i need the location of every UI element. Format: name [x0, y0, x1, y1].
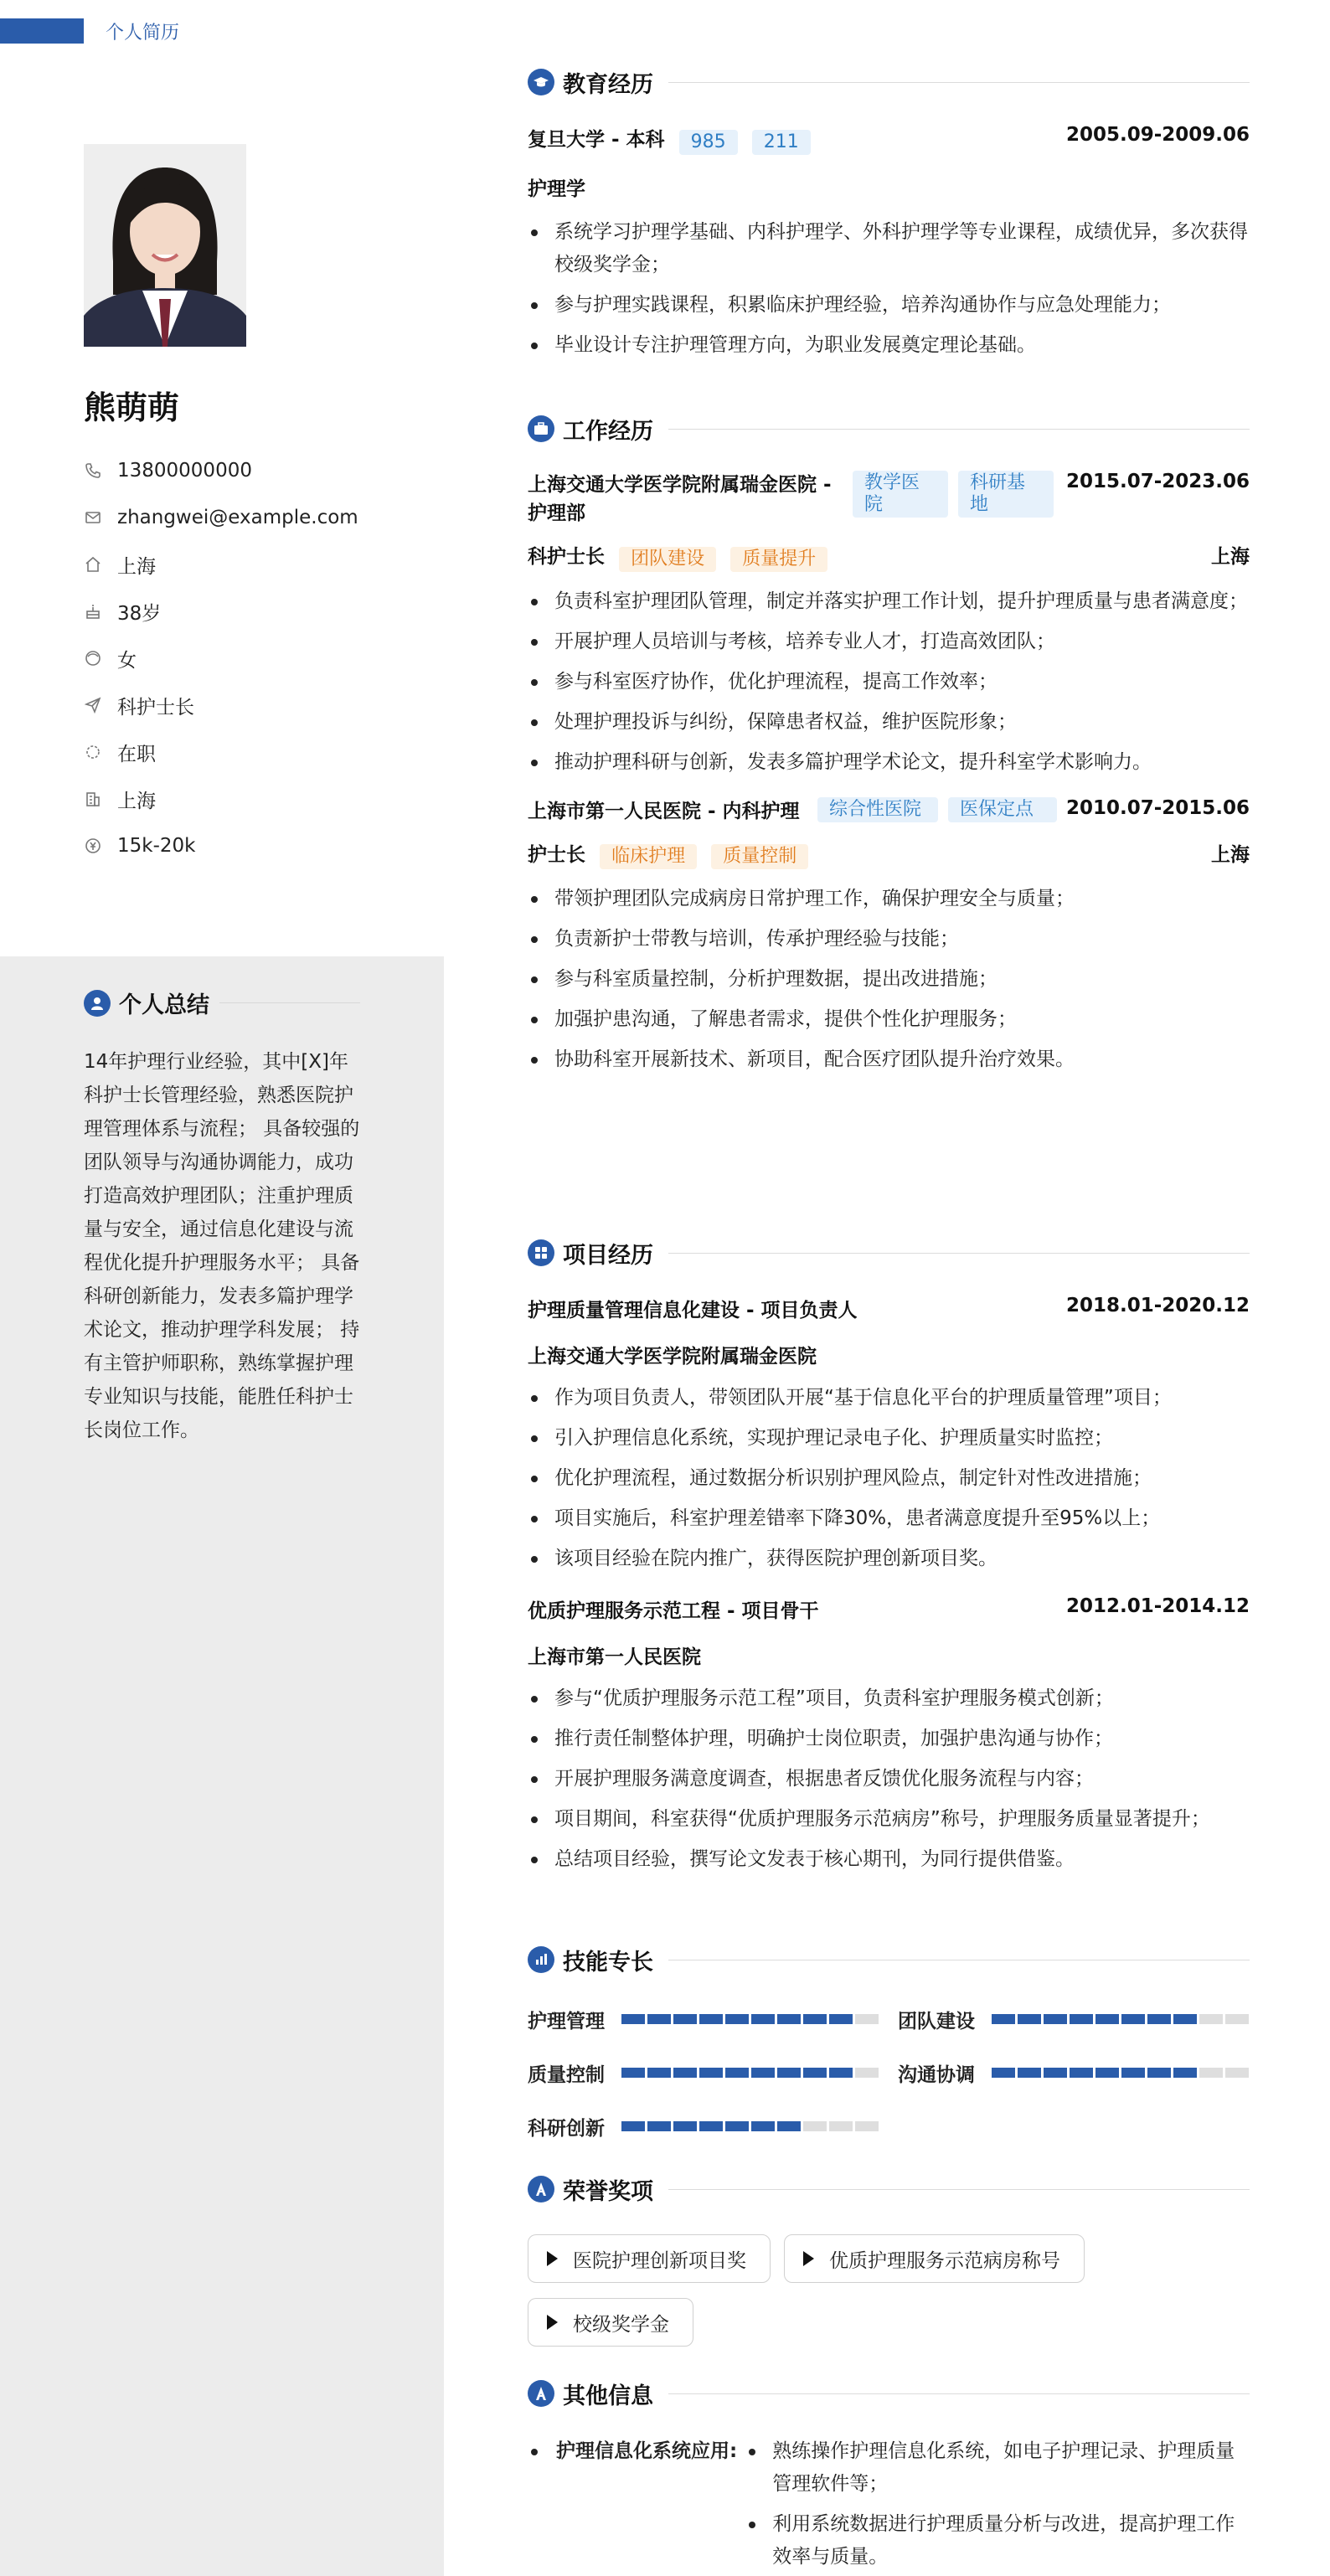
skill-segment: [1225, 2068, 1249, 2078]
skill-segment: [751, 2121, 775, 2131]
project-2-bullets: [528, 1682, 1250, 1876]
job-2-role-tag-2: 质量控制: [711, 844, 808, 869]
resume-tag-label: 个人简历: [106, 22, 180, 44]
skill-segment: [1095, 2014, 1119, 2024]
summary-header: [84, 987, 360, 1019]
project-2: [528, 1595, 1250, 1876]
skill-segment: [751, 2014, 775, 2024]
sidebar: [0, 0, 444, 2576]
skill-segment: [992, 2014, 1015, 2024]
others-label: 护理信息化系统应用:: [556, 2440, 738, 2462]
skill-segment: [647, 2121, 671, 2131]
skill-segment: [1070, 2068, 1093, 2078]
skill-segment: [621, 2068, 645, 2078]
job-1-role: 科护士长: [528, 546, 605, 568]
avatar: [84, 144, 246, 347]
education-date: 2005.09-2009.06: [1065, 124, 1250, 146]
send-icon: [84, 696, 102, 714]
skill-segment: [829, 2068, 853, 2078]
job-1-org: 上海交通大学医学院附属瑞金医院 - 护理部: [528, 474, 832, 524]
skill-segment: [1070, 2014, 1093, 2024]
skill-segment: [1018, 2068, 1041, 2078]
skill-segment: [992, 2068, 1015, 2078]
skill-segment: [777, 2014, 801, 2024]
education-title: 教育经历: [563, 71, 653, 98]
honor-label: 医院护理创新项目奖: [573, 2249, 746, 2272]
skill-item: [898, 2007, 1268, 2032]
skill-name: 科研创新: [528, 2117, 605, 2140]
skill-name: 护理管理: [528, 2010, 605, 2032]
education-header: [528, 65, 1250, 99]
list-item: 带领护理团队完成病房日常护理工作，确保护理安全与质量；: [528, 883, 1250, 915]
skill-segment: [1044, 2068, 1067, 2078]
honors-divider: [668, 2189, 1250, 2190]
skill-name: 质量控制: [528, 2063, 605, 2086]
skill-item: [528, 2007, 898, 2032]
skill-segment: [1121, 2068, 1145, 2078]
skill-level-bar: [992, 2068, 1249, 2078]
job-1-role-row: [528, 541, 1250, 572]
skill-segment: [1147, 2068, 1171, 2078]
skill-segment: [699, 2068, 723, 2078]
skill-segment: [829, 2121, 853, 2131]
job-1-date: 2015.07-2023.06: [1065, 471, 1250, 492]
skill-level-bar: [621, 2068, 879, 2078]
skill-segment: [803, 2014, 827, 2024]
age-value: 38岁: [117, 602, 162, 625]
honor-label: 优质护理服务示范病房称号: [829, 2249, 1060, 2272]
job-2-org-tag-2: 医保定点: [948, 797, 1057, 822]
skill-segment: [647, 2068, 671, 2078]
list-item: 熟练操作护理信息化系统，如电子护理记录、护理质量管理软件等；: [745, 2435, 1250, 2501]
skill-name: 团队建设: [898, 2010, 975, 2032]
skills-section: [528, 1943, 1250, 2139]
user-icon: [84, 990, 111, 1017]
status-icon: [84, 743, 102, 761]
others-divider: [668, 2393, 1250, 2394]
play-triangle-icon: [803, 2251, 814, 2266]
position-value: 科护士长: [117, 696, 194, 719]
honor-label: 校级奖学金: [573, 2313, 669, 2336]
list-item: 负责科室护理团队管理，制定并落实护理工作计划，提升护理质量与患者满意度；: [528, 585, 1250, 618]
list-item: 开展护理服务满意度调查，根据患者反馈优化服务流程与内容；: [528, 1763, 1250, 1795]
honor-item: [528, 2234, 771, 2283]
project-1-name: 护理质量管理信息化建设 - 项目负责人: [528, 1300, 858, 1321]
others-bullets: [745, 2435, 1250, 2576]
skill-segment: [673, 2121, 697, 2131]
play-triangle-icon: [547, 2315, 558, 2330]
skill-segment: [1225, 2014, 1249, 2024]
job-1-role-tag-2: 质量提升: [730, 547, 827, 572]
list-item: 开展护理人员培训与考核，培养专业人才，打造高效团队；: [528, 626, 1250, 658]
skill-segment: [777, 2121, 801, 2131]
education-major: 护理学: [528, 178, 585, 200]
job-2-city: 上海: [1211, 843, 1250, 866]
skills-grid: [528, 2007, 1250, 2139]
skill-segment: [829, 2014, 853, 2024]
list-item: 总结项目经验，撰写论文发表于核心期刊，为同行提供借鉴。: [528, 1843, 1250, 1876]
skill-level-bar: [621, 2121, 879, 2131]
list-item: 协助科室开展新技术、新项目，配合医疗团队提升治疗效果。: [528, 1043, 1250, 1076]
work-city-value: 上海: [117, 790, 156, 812]
skill-segment: [855, 2121, 879, 2131]
gender-value: 女: [117, 649, 137, 672]
job-1: [528, 471, 1250, 779]
skill-level-bar: [992, 2014, 1249, 2024]
job-2: [528, 797, 1250, 1077]
work-title: 工作经历: [563, 418, 653, 445]
others-title: 其他信息: [563, 2383, 653, 2409]
bar-chart-icon: [528, 1946, 554, 1973]
others-header: [528, 2377, 1250, 2410]
list-item: 系统学习护理学基础、内科护理学、外科护理学等专业课程，成绩优异，多次获得校级奖学金；: [528, 216, 1250, 281]
skill-segment: [1173, 2068, 1197, 2078]
list-item: 参与“优质护理服务示范工程”项目，负责科室护理服务模式创新；: [528, 1682, 1250, 1715]
skill-segment: [1095, 2068, 1119, 2078]
project-2-org: 上海市第一人民医院: [528, 1646, 701, 1668]
summary-text: 14年护理行业经验，其中[X]年科护士长管理经验，熟悉医院护理管理体系与流程； 具备较强的团队领导与沟通协调能力，成功打造高效护理团队；注重护理质量与安全，通过信息化建设与流程优化提升护理服务水平； 具备科研创新能力，发表多篇护理学术论文，推动护理学科发展； 持有主管护师职称，熟练掌握护理专业知识与技能，能胜任科护士长岗位工作。: [84, 1051, 360, 1441]
list-item: 该项目经验在院内推广，获得医院护理创新项目奖。: [528, 1543, 1250, 1575]
skills-title: 技能专长: [563, 1949, 653, 1976]
skills-header: [528, 1943, 1250, 1976]
project-2-name: 优质护理服务示范工程 - 项目骨干: [528, 1600, 819, 1622]
job-1-org-tag-2: 科研基地: [958, 471, 1054, 518]
job-2-date: 2010.07-2015.06: [1065, 796, 1250, 819]
skill-segment: [803, 2068, 827, 2078]
honor-item: [784, 2234, 1085, 2283]
job-2-org: 上海市第一人民医院 - 内科护理: [528, 800, 800, 822]
skill-segment: [699, 2121, 723, 2131]
skill-segment: [725, 2121, 749, 2131]
play-triangle-icon: [547, 2251, 558, 2266]
projects-header: [528, 1236, 1250, 1270]
list-item: 优化护理流程，通过数据分析识别护理风险点，制定针对性改进措施；: [528, 1462, 1250, 1495]
skill-segment: [1199, 2014, 1223, 2024]
list-item: 参与科室质量控制，分析护理数据，提出改进措施；: [528, 963, 1250, 996]
skill-segment: [803, 2121, 827, 2131]
info-age: [84, 588, 358, 635]
info-work-city: [84, 775, 358, 822]
list-item: 推行责任制整体护理，明确护士岗位职责，加强护患沟通与协作；: [528, 1723, 1250, 1755]
info-salary: [84, 822, 358, 869]
skill-segment: [647, 2014, 671, 2024]
skill-item: [528, 2114, 898, 2139]
skill-segment: [621, 2121, 645, 2131]
skill-segment: [725, 2068, 749, 2078]
education-divider: [668, 82, 1250, 83]
phone-value: 13800000000: [117, 460, 252, 482]
list-item: 利用系统数据进行护理质量分析与改进，提高护理工作效率与质量。: [745, 2508, 1250, 2573]
summary-title: 个人总结: [119, 992, 209, 1018]
job-2-org-tag-1: 综合性医院: [817, 797, 938, 822]
cake-icon: [84, 602, 102, 621]
info-email: [84, 494, 358, 541]
project-1-row: [528, 1295, 1250, 1322]
work-header: [528, 412, 1250, 446]
list-item: 项目实施后，科室护理差错率下降30%，患者满意度提升至95%以上；: [528, 1502, 1250, 1535]
project-1-org: 上海交通大学医学院附属瑞金医院: [528, 1346, 817, 1368]
projects-section: [528, 1236, 1250, 1883]
honors-header: [528, 2172, 1250, 2206]
skill-segment: [855, 2014, 879, 2024]
skill-segment: [777, 2068, 801, 2078]
graduation-cap-icon: [528, 69, 554, 95]
skill-item: [898, 2060, 1268, 2085]
bullet-dot: [531, 2449, 538, 2455]
education-bullets: [528, 216, 1250, 362]
list-item: 推动护理科研与创新，发表多篇护理学术论文，提升科室学术影响力。: [528, 746, 1250, 779]
gender-icon: [84, 649, 102, 667]
list-item: 作为项目负责人，带领团队开展“基于信息化平台的护理质量管理”项目；: [528, 1382, 1250, 1414]
job-1-org-row: [528, 471, 1250, 528]
skill-segment: [673, 2014, 697, 2024]
job-1-org-tag-1: 教学医院: [853, 471, 948, 518]
award-icon: [528, 2380, 554, 2407]
skill-segment: [1147, 2014, 1171, 2024]
list-item: 处理护理投诉与纠纷，保障患者权益，维护医院形象；: [528, 706, 1250, 739]
honors-section: [528, 2172, 1250, 2347]
list-item: 参与科室医疗协作，优化护理流程，提高工作效率；: [528, 666, 1250, 698]
job-1-bullets: [528, 585, 1250, 779]
project-1: [528, 1295, 1250, 1575]
education-school: 复旦大学 - 本科: [528, 129, 665, 151]
education-school-row: [528, 124, 1250, 155]
list-item: 项目期间，科室获得“优质护理服务示范病房”称号，护理服务质量显著提升；: [528, 1803, 1250, 1836]
candidate-name: 熊萌萌: [84, 389, 180, 426]
skill-segment: [1044, 2014, 1067, 2024]
job-2-role: 护士长: [528, 843, 585, 866]
info-position: [84, 682, 358, 729]
projects-divider: [668, 1253, 1250, 1254]
list-item: 引入护理信息化系统，实现护理记录电子化、护理质量实时监控；: [528, 1422, 1250, 1455]
skill-segment: [855, 2068, 879, 2078]
skill-segment: [699, 2014, 723, 2024]
job-2-bullets: [528, 883, 1250, 1076]
job-2-role-row: [528, 839, 1250, 870]
skill-segment: [1173, 2014, 1197, 2024]
salary-icon: [84, 837, 102, 855]
education-tag-211: 211: [752, 130, 811, 155]
others-row: [528, 2435, 1250, 2576]
honors-title: 荣誉奖项: [563, 2178, 653, 2205]
project-1-date: 2018.01-2020.12: [1065, 1295, 1250, 1316]
info-gender: [84, 635, 358, 682]
skill-segment: [1121, 2014, 1145, 2024]
briefcase-icon: [528, 415, 554, 442]
residence-value: 上海: [117, 555, 156, 578]
skill-segment: [725, 2014, 749, 2024]
info-residence: [84, 541, 358, 588]
list-item: 加强护患沟通，了解患者需求，提供个性化护理服务；: [528, 1003, 1250, 1036]
skill-segment: [673, 2068, 697, 2078]
job-1-city: 上海: [1211, 546, 1250, 568]
status-value: 在职: [117, 743, 156, 765]
honor-item: [528, 2298, 693, 2347]
home-icon: [84, 555, 102, 574]
phone-icon: [84, 461, 102, 480]
job-2-role-tag-1: 临床护理: [600, 844, 697, 869]
award-icon: [528, 2176, 554, 2202]
honors-list: [528, 2234, 1164, 2347]
grid-icon: [528, 1239, 554, 1266]
project-1-bullets: [528, 1382, 1250, 1575]
info-phone: [84, 447, 358, 494]
list-item: 参与护理实践课程，积累临床护理经验，培养沟通协作与应急处理能力；: [528, 289, 1250, 322]
job-1-role-tag-1: 团队建设: [619, 547, 716, 572]
skill-name: 沟通协调: [898, 2063, 975, 2086]
education-tag-985: 985: [679, 130, 738, 155]
email-value: zhangwei@example.com: [117, 507, 358, 528]
education-section: [528, 65, 1250, 369]
others-section: [528, 2377, 1250, 2576]
avatar-photo-icon: [84, 144, 246, 347]
summary-divider: [219, 1002, 360, 1003]
job-2-org-row: [528, 797, 1250, 826]
contact-info-list: [84, 447, 358, 869]
work-divider: [668, 429, 1250, 430]
skill-segment: [1018, 2014, 1041, 2024]
mail-icon: [84, 508, 102, 527]
projects-title: 项目经历: [563, 1242, 653, 1269]
project-2-date: 2012.01-2014.12: [1065, 1595, 1250, 1617]
list-item: 毕业设计专注护理管理方向，为职业发展奠定理论基础。: [528, 329, 1250, 362]
skill-item: [528, 2060, 898, 2085]
building-icon: [84, 790, 102, 808]
project-2-row: [528, 1595, 1250, 1623]
skill-segment: [621, 2014, 645, 2024]
info-status: [84, 729, 358, 775]
skill-segment: [1199, 2068, 1223, 2078]
skill-segment: [751, 2068, 775, 2078]
salary-value: 15k-20k: [117, 835, 196, 857]
list-item: 负责新护士带教与培训，传承护理经验与技能；: [528, 923, 1250, 956]
skill-level-bar: [621, 2014, 879, 2024]
work-section: [528, 412, 1250, 1084]
